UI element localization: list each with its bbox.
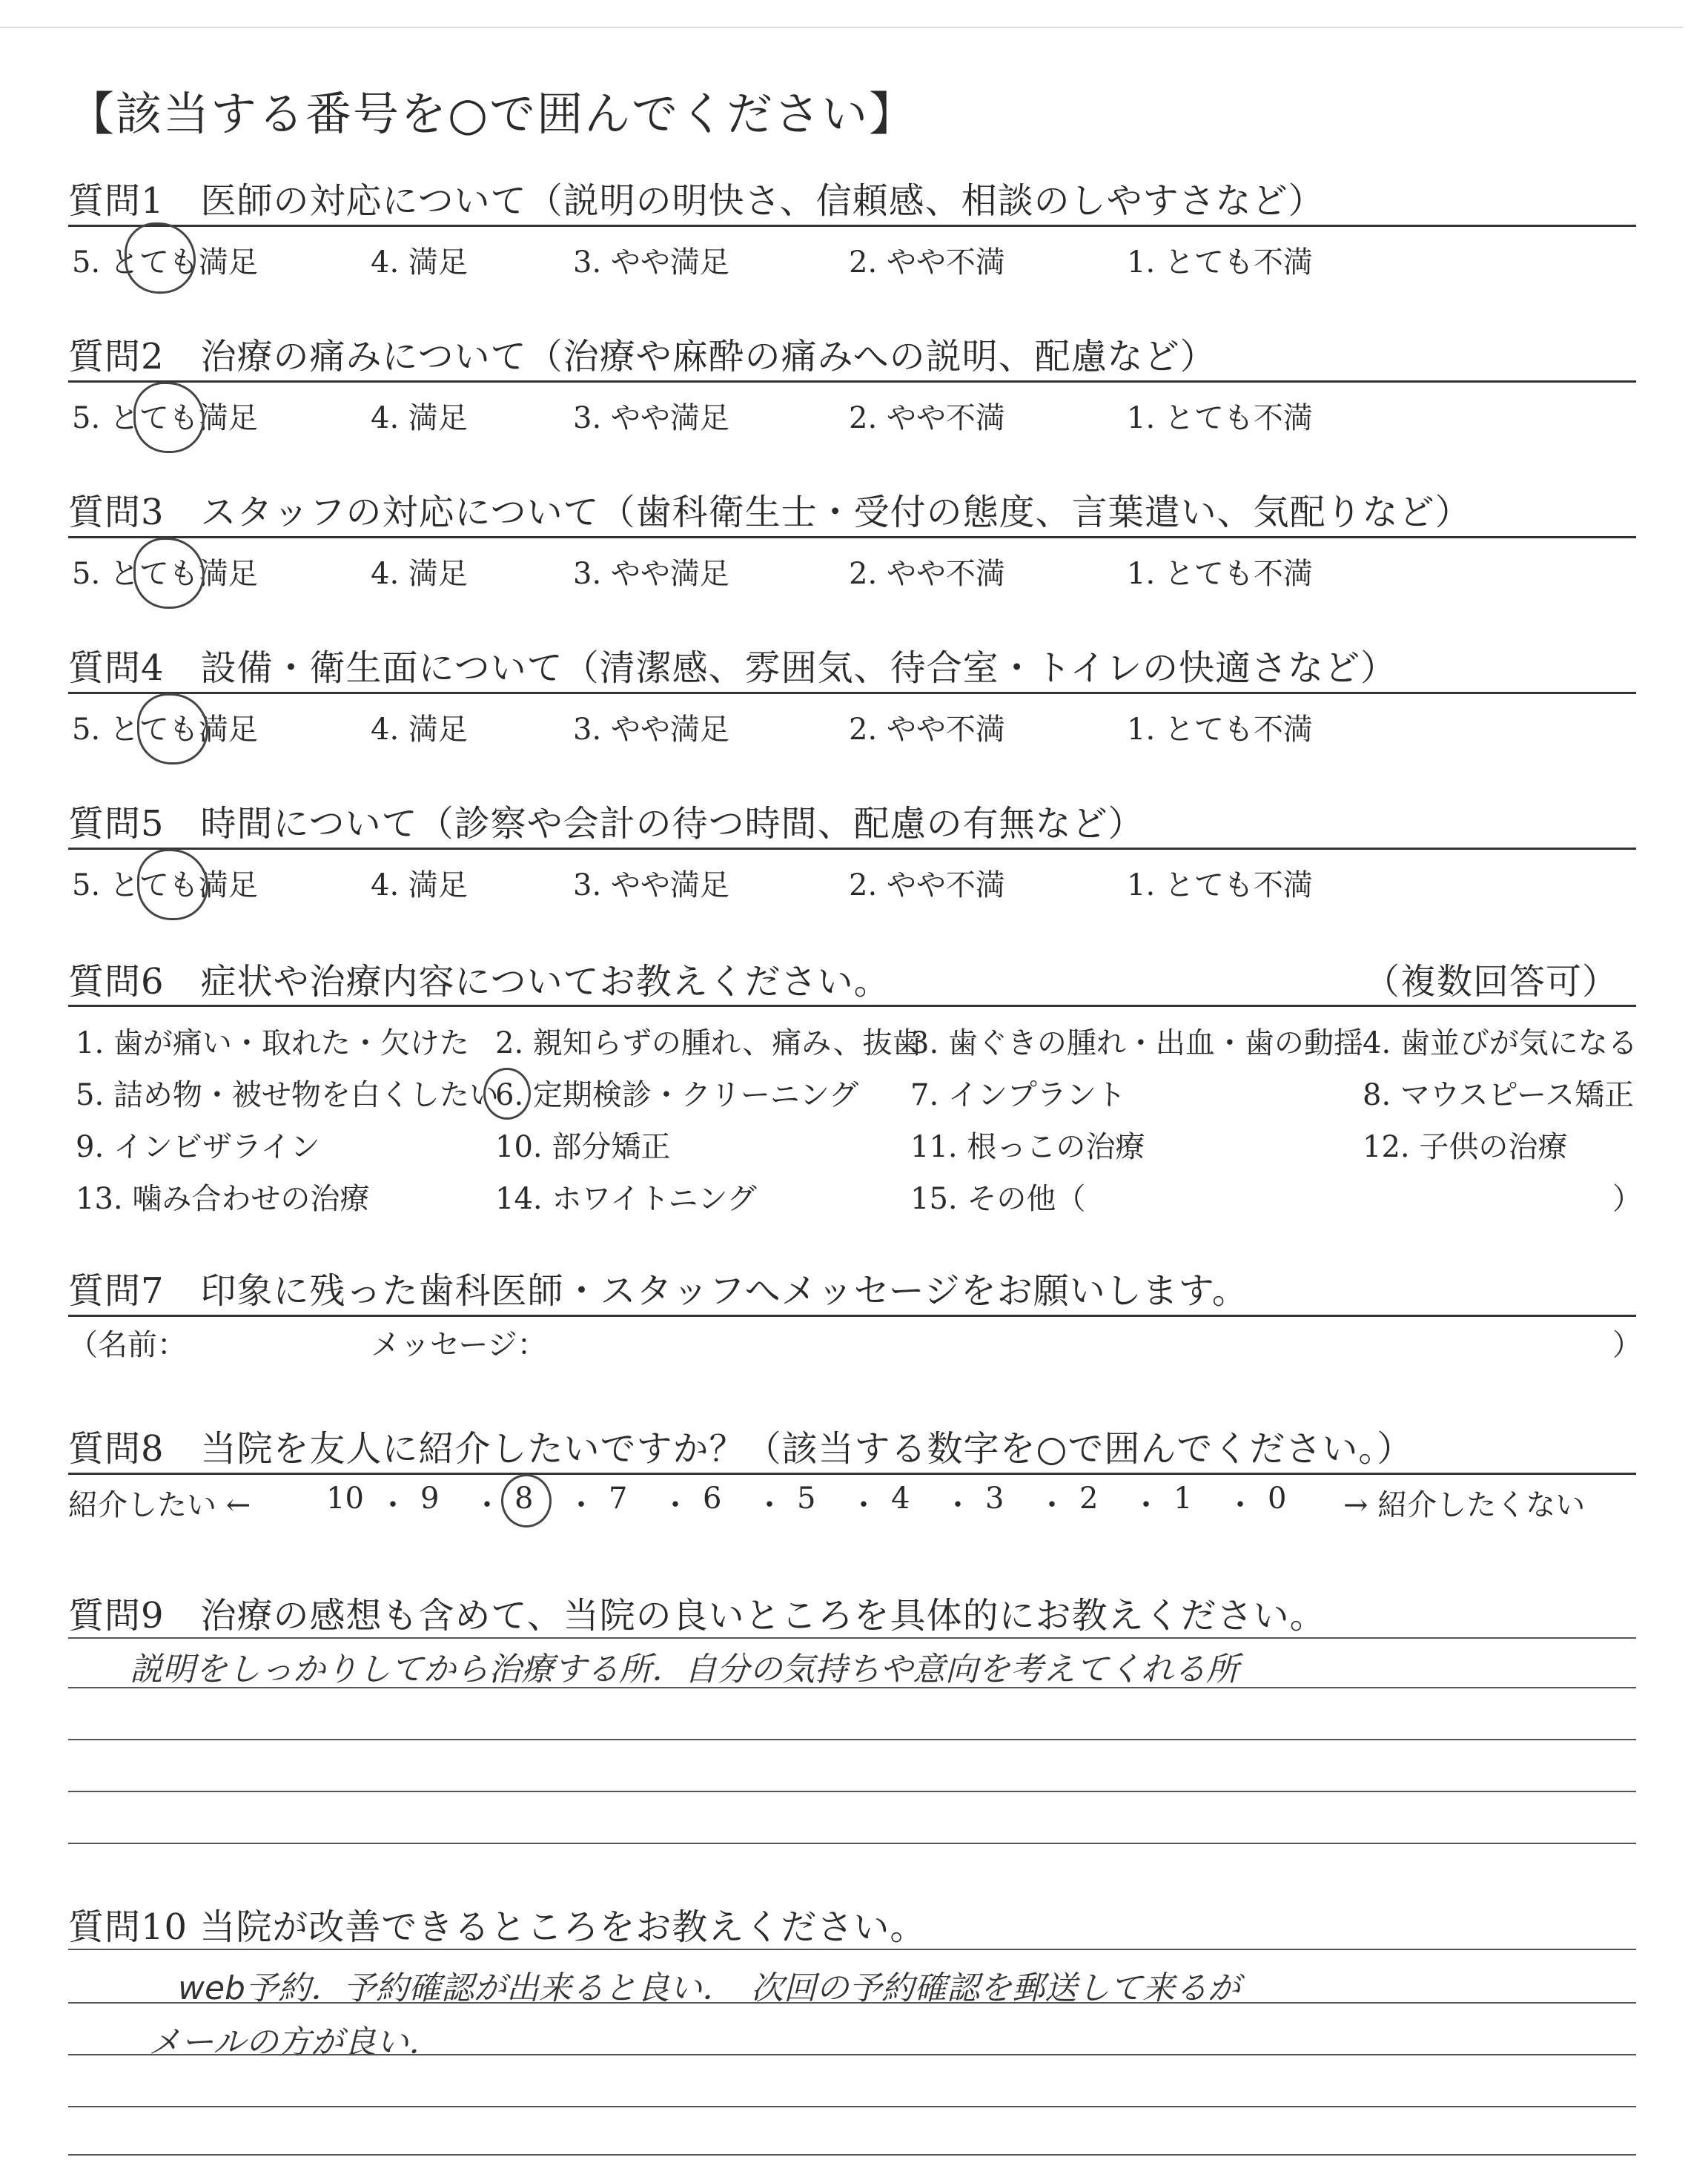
page-title: 【該当する番号を○で囲んでください】 [68, 87, 917, 141]
scan-top-edge [0, 0, 1683, 28]
divider [68, 1473, 1636, 1475]
scale-separator: ・ [1131, 1488, 1161, 1522]
divider [68, 1315, 1636, 1317]
option-5[interactable]: 5. とても満足 [72, 713, 258, 747]
option-4[interactable]: 4. 満足 [371, 868, 468, 902]
symptom-option[interactable]: 13. 噛み合わせの治療 [76, 1182, 370, 1216]
scale-separator: ・ [1225, 1488, 1255, 1522]
recommend-score-8[interactable]: 8 [514, 1482, 534, 1516]
symptom-option[interactable]: 11. 根っこの治療 [910, 1130, 1145, 1164]
option-5[interactable]: 5. とても満足 [72, 868, 258, 902]
option-1[interactable]: 1. とても不満 [1127, 557, 1313, 591]
recommend-score-7[interactable]: 7 [609, 1482, 628, 1516]
divider [68, 225, 1636, 227]
divider [68, 848, 1636, 850]
answer-line [68, 1949, 1636, 1950]
recommend-score-1[interactable]: 1 [1174, 1482, 1193, 1516]
message-close-paren: ） [1612, 1328, 1642, 1362]
recommend-score-0[interactable]: 0 [1268, 1482, 1287, 1516]
option-5[interactable]: 5. とても満足 [72, 557, 258, 591]
answer-circle [133, 382, 205, 453]
answer-line [68, 2154, 1636, 2156]
option-4[interactable]: 4. 満足 [371, 401, 468, 435]
answer-line [68, 1791, 1636, 1792]
recommend-score-4[interactable]: 4 [891, 1482, 910, 1516]
selected-score-circle [501, 1474, 552, 1527]
answer-line [68, 1687, 1636, 1688]
option-1[interactable]: 1. とても不満 [1127, 868, 1313, 902]
recommend-score-10[interactable]: 10 [326, 1482, 364, 1516]
option-3[interactable]: 3. やや満足 [573, 868, 729, 902]
symptom-option[interactable]: 3. 歯ぐきの腫れ・出血・歯の動揺 [910, 1026, 1363, 1060]
question-4-heading: 質問4 設備・衛生面について（清潔感、雰囲気、待合室・トイレの快適さなど） [68, 647, 1397, 689]
answer-line [68, 1739, 1636, 1740]
question-9-heading: 質問9 治療の感想も含めて、当院の良いところを具体的にお教えください。 [68, 1595, 1326, 1636]
scale-separator: ・ [849, 1488, 878, 1522]
scale-separator: ・ [755, 1488, 784, 1522]
improvement-answer-line-2[interactable]: メールの方が良い． [148, 2024, 442, 2061]
answer-line [68, 2002, 1636, 2004]
option-3[interactable]: 3. やや満足 [573, 245, 729, 280]
answer-line [68, 2106, 1636, 2107]
symptom-option[interactable]: 9. インビザライン [76, 1130, 320, 1164]
recommend-score-9[interactable]: 9 [420, 1482, 440, 1516]
name-label: （名前： [68, 1328, 187, 1362]
recommend-score-6[interactable]: 6 [703, 1482, 722, 1516]
symptom-option[interactable]: 6. 定期検診・クリーニング [495, 1078, 859, 1112]
scale-separator: ・ [943, 1488, 973, 1522]
answer-line [68, 1637, 1636, 1639]
question-6-heading: 質問6 症状や治療内容についてお教えください。 [68, 961, 890, 1003]
improvement-answer-line-1[interactable]: web予約．予約確認が出来ると良い． 次回の予約確認を郵送して来るが [178, 1969, 1240, 2007]
option-3[interactable]: 3. やや満足 [573, 401, 729, 435]
good-points-answer[interactable]: 説明をしっかりしてから治療する所．自分の気持ちや意向を考えてくれる所 [130, 1651, 1239, 1688]
answer-circle [483, 1068, 531, 1120]
symptom-option[interactable]: 4. 歯並びが気になる [1363, 1026, 1638, 1060]
question-5-heading: 質問5 時間について（診察や会計の待つ時間、配慮の有無など） [68, 803, 1145, 845]
question-3-heading: 質問3 スタッフの対応について（歯科衛生士・受付の態度、言葉遣い、気配りなど） [68, 492, 1472, 533]
scale-separator: ・ [566, 1488, 596, 1522]
recommend-score-5[interactable]: 5 [797, 1482, 816, 1516]
question-10-heading: 質問10 当院が改善できるところをお教えください。 [68, 1906, 927, 1948]
option-2[interactable]: 2. やや不満 [849, 245, 1005, 280]
option-3[interactable]: 3. やや満足 [573, 713, 729, 747]
recommend-score-2[interactable]: 2 [1079, 1482, 1099, 1516]
symptom-option[interactable]: 7. インプラント [910, 1078, 1126, 1112]
symptom-option[interactable]: 14. ホワイトニング [495, 1182, 757, 1216]
answer-circle [137, 693, 208, 764]
not-recommend-label: → 紹介したくない [1343, 1488, 1586, 1522]
option-1[interactable]: 1. とても不満 [1127, 245, 1313, 280]
symptom-option[interactable]: 8. マウスピース矯正 [1363, 1078, 1635, 1112]
scale-separator: ・ [472, 1488, 502, 1522]
recommend-label: 紹介したい ← [68, 1488, 251, 1522]
answer-line [68, 1843, 1636, 1844]
divider [68, 692, 1636, 694]
option-4[interactable]: 4. 満足 [371, 713, 468, 747]
question-1-heading: 質問1 医師の対応について（説明の明快さ、信頼感、相談のしやすさなど） [68, 180, 1325, 222]
option-3[interactable]: 3. やや満足 [573, 557, 729, 591]
option-2[interactable]: 2. やや不満 [849, 557, 1005, 591]
multiple-answer-note: （複数回答可） [1364, 961, 1619, 1003]
other-close-paren: ） [1612, 1182, 1642, 1216]
message-label: メッセージ： [371, 1328, 547, 1362]
answer-line [68, 2054, 1636, 2055]
divider [68, 536, 1636, 538]
option-1[interactable]: 1. とても不満 [1127, 713, 1313, 747]
question-7-heading: 質問7 印象に残った歯科医師・スタッフへメッセージをお願いします。 [68, 1270, 1248, 1312]
scale-separator: ・ [1037, 1488, 1067, 1522]
option-4[interactable]: 4. 満足 [371, 557, 468, 591]
option-2[interactable]: 2. やや不満 [849, 401, 1005, 435]
symptom-option[interactable]: 1. 歯が痛い・取れた・欠けた [76, 1026, 469, 1060]
symptom-option[interactable]: 10. 部分矯正 [495, 1130, 671, 1164]
option-5[interactable]: 5. とても満足 [72, 401, 258, 435]
symptom-option[interactable]: 5. 詰め物・被せ物を白くしたい [76, 1078, 499, 1112]
divider [68, 1005, 1636, 1007]
scale-separator: ・ [661, 1488, 690, 1522]
answer-circle [133, 538, 205, 609]
option-4[interactable]: 4. 満足 [371, 245, 468, 280]
symptom-option[interactable]: 12. 子供の治療 [1363, 1130, 1568, 1164]
question-8-heading: 質問8 当院を友人に紹介したいですか？（該当する数字を○で囲んでください。） [68, 1428, 1414, 1470]
symptom-option[interactable]: 2. 親知らずの腫れ、痛み、抜歯 [495, 1026, 922, 1060]
answer-circle [137, 849, 208, 920]
scale-separator: ・ [378, 1488, 408, 1522]
recommend-score-3[interactable]: 3 [985, 1482, 1004, 1516]
option-5[interactable]: 5. とても満足 [72, 245, 258, 280]
symptom-option[interactable]: 15. その他（ [910, 1182, 1086, 1216]
option-1[interactable]: 1. とても不満 [1127, 401, 1313, 435]
question-2-heading: 質問2 治療の痛みについて（治療や麻酔の痛みへの説明、配慮など） [68, 336, 1217, 377]
answer-circle [125, 222, 196, 294]
option-2[interactable]: 2. やや不満 [849, 868, 1005, 902]
option-2[interactable]: 2. やや不満 [849, 713, 1005, 747]
divider [68, 380, 1636, 383]
